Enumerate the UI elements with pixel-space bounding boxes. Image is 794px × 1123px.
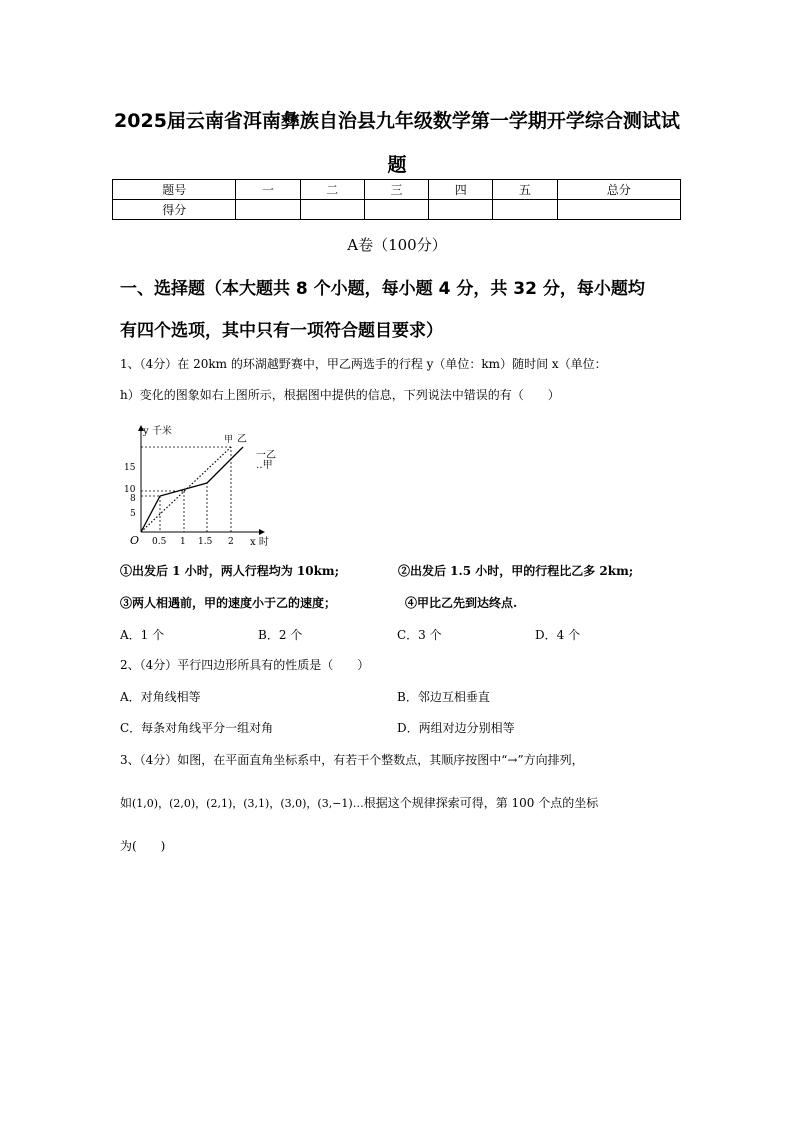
origin-label: O xyxy=(130,534,140,547)
section-heading: A卷（100分） xyxy=(347,236,447,254)
part1-heading-line2: 有四个选项，其中只有一项符合题目要求） xyxy=(120,321,443,341)
exam-title-line2: 题 xyxy=(387,154,407,176)
x-tick-label: 1 xyxy=(180,537,186,547)
q1-statement-3: ③两人相遇前，甲的速度小于乙的速度； xyxy=(120,596,337,610)
q2-option-b[interactable]: B．邻边互相垂直 xyxy=(397,690,490,704)
q2-option-a[interactable]: A．对角线相等 xyxy=(120,690,201,704)
q1-option-a[interactable]: A．1 个 xyxy=(120,628,165,642)
score-table-header: 一 xyxy=(236,180,300,200)
series-jia-label: 甲 xyxy=(224,435,234,445)
q1-option-d[interactable]: D．4 个 xyxy=(535,628,581,642)
legend-yi: 一乙 xyxy=(256,450,276,461)
q2-stem: 2、（4分）平行四边形所具有的性质是（ ） xyxy=(120,658,370,672)
exam-title-line1: 2025届云南省洱南彝族自治县九年级数学第一学期开学综合测试试 xyxy=(114,110,680,132)
score-table-score-row xyxy=(113,200,681,220)
q3-stem-line3: 为( ) xyxy=(120,839,166,853)
q1-statement-1: ①出发后 1 小时，两人行程均为 10km; xyxy=(120,564,340,578)
q3-points: (1,0)，(2,0)，(2,1)，(3,1)，(3,0)，(3,−1)… xyxy=(132,797,364,810)
series-yi-line xyxy=(141,447,243,532)
y-tick-label: 15 xyxy=(124,463,136,473)
x-tick-label: 2 xyxy=(228,537,234,547)
score-table-header: 四 xyxy=(429,180,493,200)
score-table-header: 三 xyxy=(364,180,428,200)
q2-option-d[interactable]: D．两组对边分别相等 xyxy=(397,721,515,735)
legend-jia: ‥甲 xyxy=(256,460,273,471)
series-jia-line xyxy=(141,447,231,532)
q3-suffix: 根据这个规律探索可得，第 100 个点的坐标 xyxy=(363,796,599,810)
score-table xyxy=(112,179,681,220)
x-axis-label: x 时 xyxy=(250,537,269,548)
y-tick-label: 8 xyxy=(130,494,136,504)
q1-statement-4: ④甲比乙先到达终点. xyxy=(405,596,518,610)
series-yi-label: 乙 xyxy=(237,434,247,445)
score-table-header: 二 xyxy=(300,180,364,200)
score-cell xyxy=(557,200,680,220)
q1-stem-line2: h）变化的图象如右上图所示，根据图中提供的信息，下列说法中错误的有（ ） xyxy=(120,388,560,402)
score-cell xyxy=(364,200,428,220)
y-tick-label: 10 xyxy=(124,485,136,495)
part1-heading-line1: 一、选择题（本大题共 8 个小题，每小题 4 分，共 32 分，每小题均 xyxy=(120,279,645,299)
q1-option-c[interactable]: C．3 个 xyxy=(397,628,442,642)
score-cell xyxy=(493,200,557,220)
score-cell xyxy=(236,200,300,220)
q3-prefix: 如 xyxy=(120,796,133,810)
score-table-header: 题号 xyxy=(113,180,236,200)
q3-stem-line1: 3、（4分）如图，在平面直角坐标系中，有若干个整数点，其顺序按图中“→”方向排列， xyxy=(120,753,584,767)
q1-stem-line1: 1、（4分）在 20km 的环湖越野赛中，甲乙两选手的行程 y（单位：km）随时间 x（单位： xyxy=(120,357,607,371)
x-tick-label: 0.5 xyxy=(152,537,167,547)
q2-option-c[interactable]: C．每条对角线平分一组对角 xyxy=(120,721,274,735)
y-axis-label: y 千米 xyxy=(143,426,172,437)
y-tick-label: 5 xyxy=(130,509,136,519)
score-cell xyxy=(300,200,364,220)
score-table-header-row xyxy=(113,180,681,200)
score-cell xyxy=(429,200,493,220)
score-row-label: 得分 xyxy=(113,200,236,220)
q3-stem-line2 xyxy=(120,795,680,812)
q1-option-b[interactable]: B．2 个 xyxy=(258,628,303,642)
q1-statement-2: ②出发后 1.5 小时，甲的行程比乙多 2km; xyxy=(398,564,634,578)
score-table-header: 总分 xyxy=(557,180,680,200)
score-table-header: 五 xyxy=(493,180,557,200)
q1-distance-time-graph xyxy=(118,420,288,550)
x-tick-label: 1.5 xyxy=(198,537,213,547)
